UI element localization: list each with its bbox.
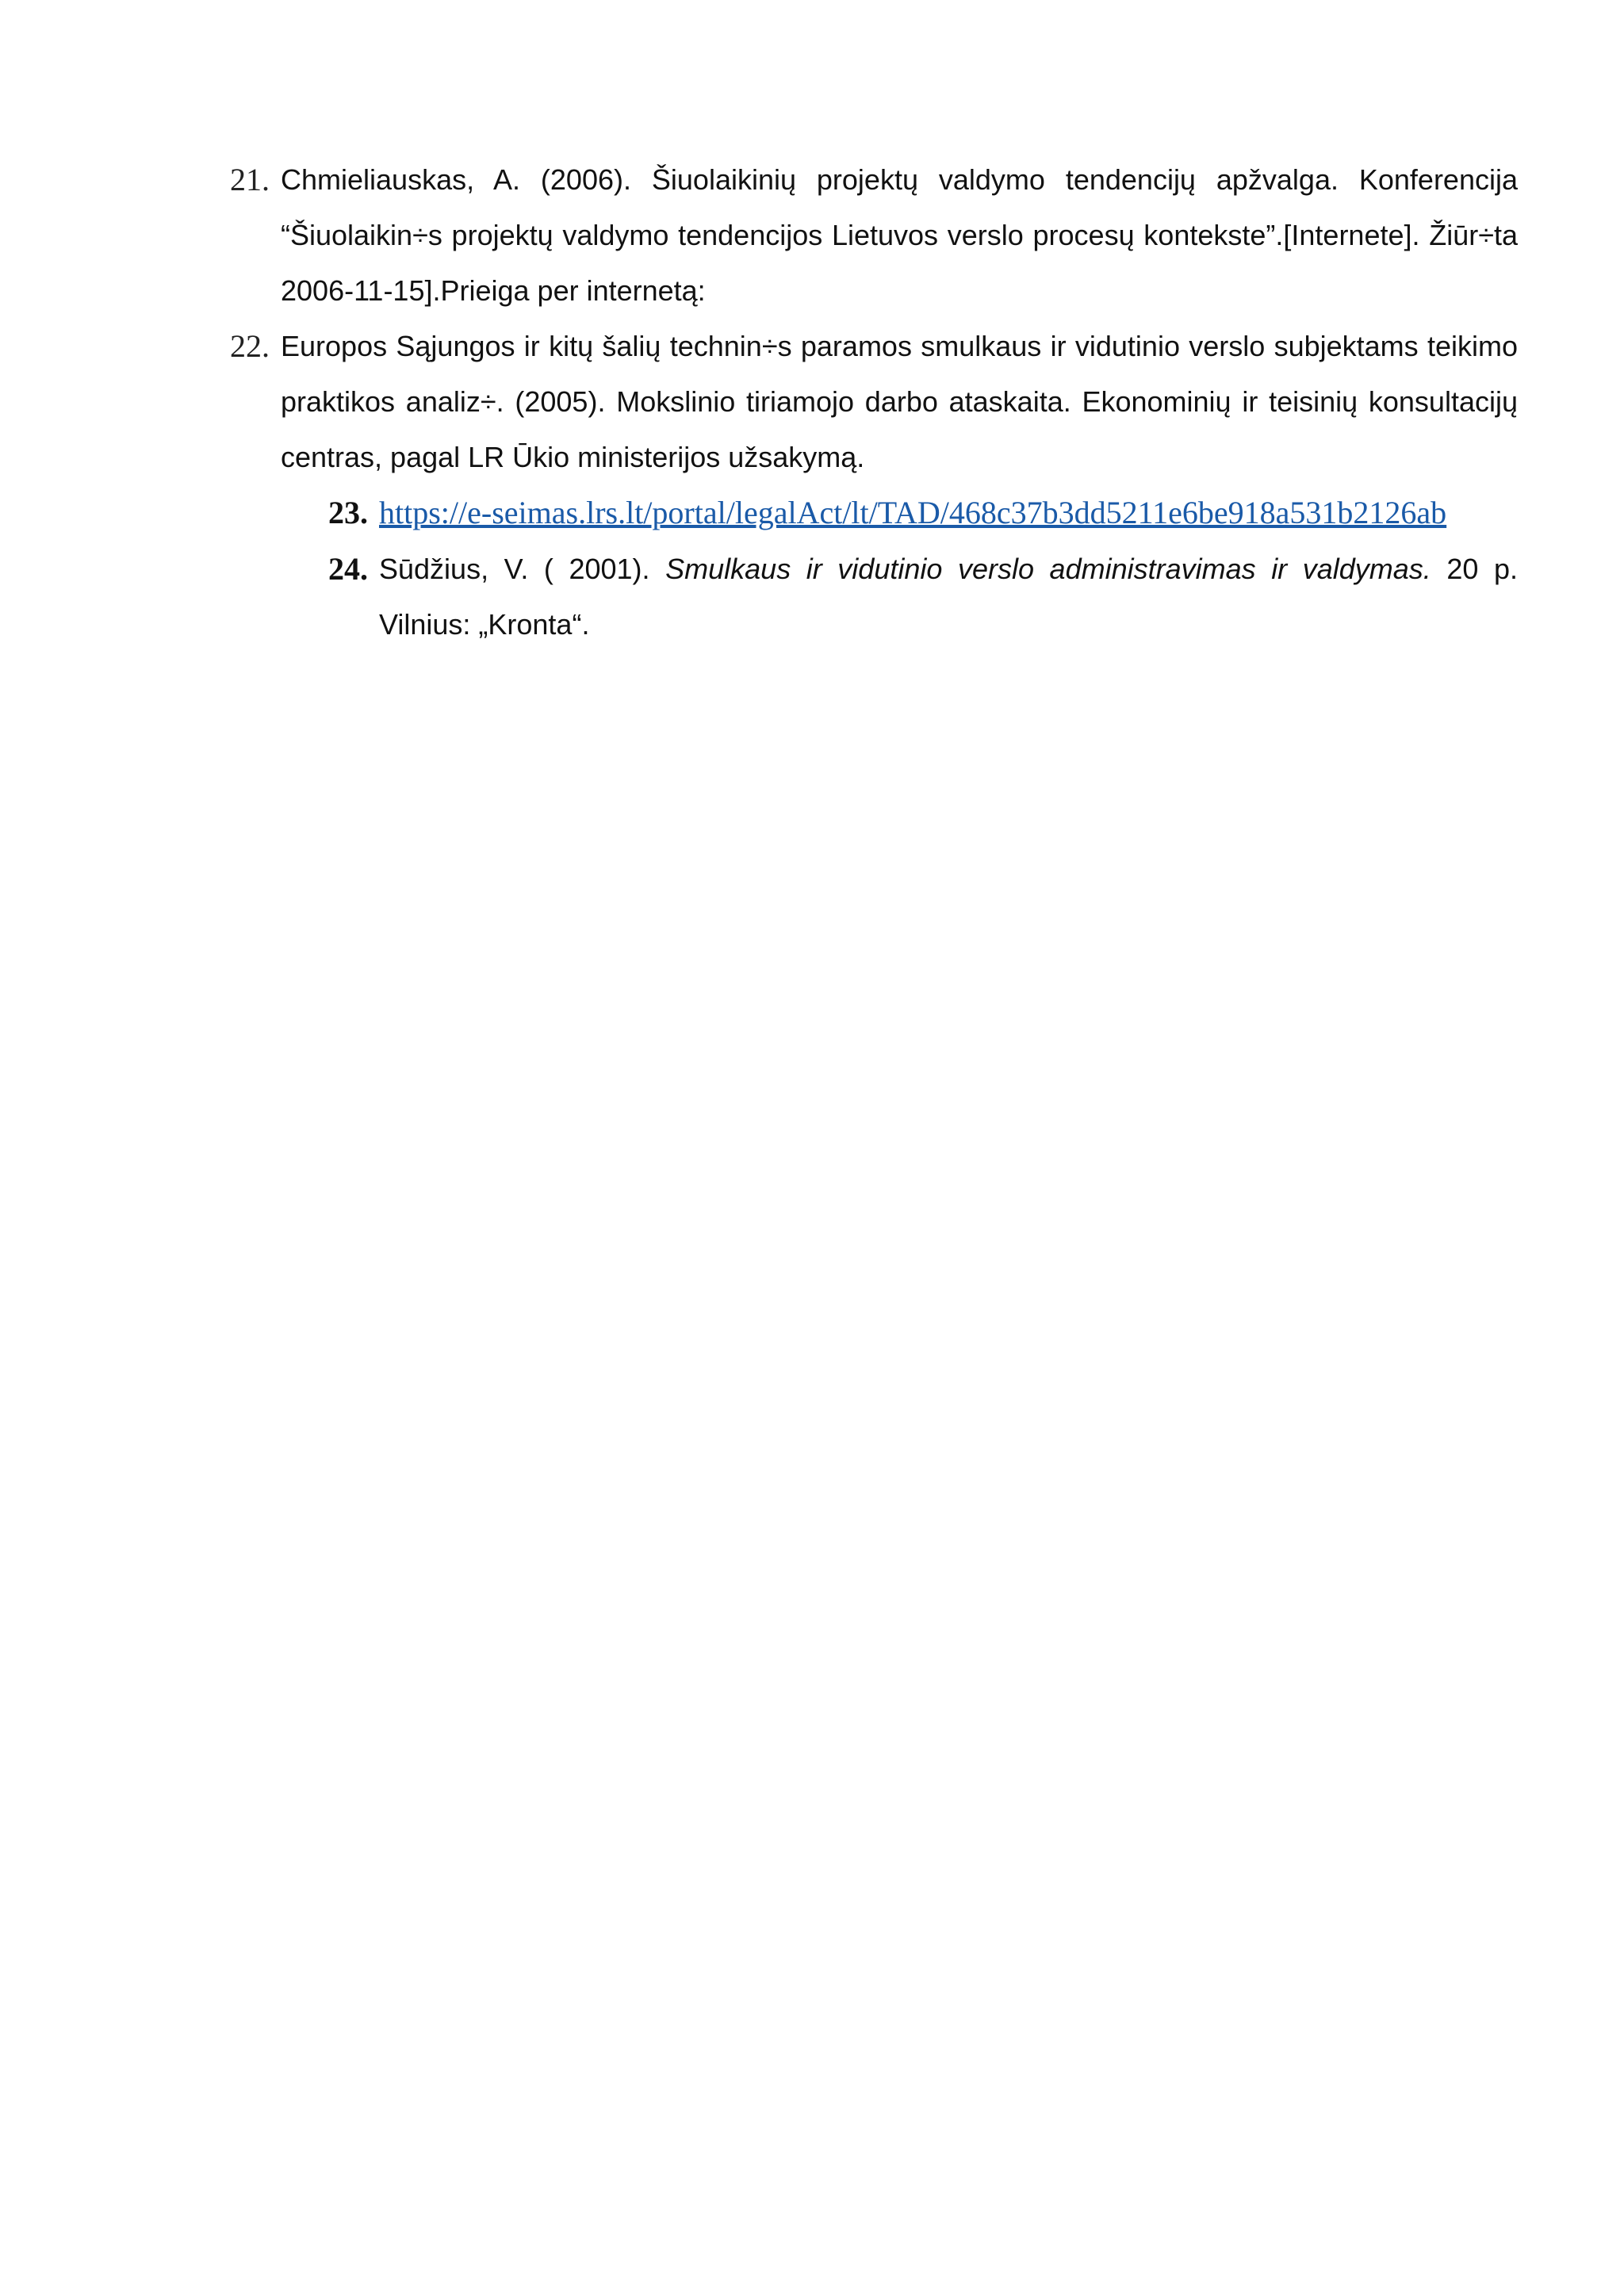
reference-text: Europos Sąjungos ir kitų šalių technin÷s paramos smulkaus ir vidutinio verslo subjektams teikimo praktikos analiz÷. (2005). Mokslinio tiriamojo darbo ataskaita. Ekonominių ir teisinių konsultacijų centras, pagal LR Ūkio ministerijos užsakymą. [281, 330, 1518, 473]
reference-body [379, 485, 1518, 541]
reference-number: 21. [230, 162, 270, 197]
reference-number: 24. [328, 551, 368, 587]
reference-number: 22. [230, 328, 270, 364]
reference-text: Chmieliauskas, A. (2006). Šiuolaikinių projektų valdymo tendencijų apžvalga. Konferencija “Šiuolaikin÷s projektų valdymo tendencijos Lietuvos verslo procesų kontekste”.[Internete]. Žiūr÷ta 2006-11-15].Prieiga per internetą: [281, 163, 1518, 307]
reference-item-24 [230, 541, 1518, 652]
reference-item-21 [230, 152, 1518, 319]
reference-body [379, 541, 1518, 652]
reference-title: Smulkaus ir vidutinio verslo administravimas ir valdymas. [665, 553, 1431, 585]
reference-item-23 [230, 485, 1518, 541]
reference-author-year: Sūdžius, V. ( 2001). [379, 553, 666, 585]
reference-publisher: 20 p. Vilnius: „Kronta“. [379, 553, 1518, 641]
reference-item-22 [230, 319, 1518, 485]
reference-list [230, 152, 1518, 652]
reference-number: 23. [328, 495, 368, 530]
reference-link[interactable]: https://e-seimas.lrs.lt/portal/legalAct/lt/TAD/468c37b3dd5211e6be918a531b2126ab [379, 495, 1447, 530]
